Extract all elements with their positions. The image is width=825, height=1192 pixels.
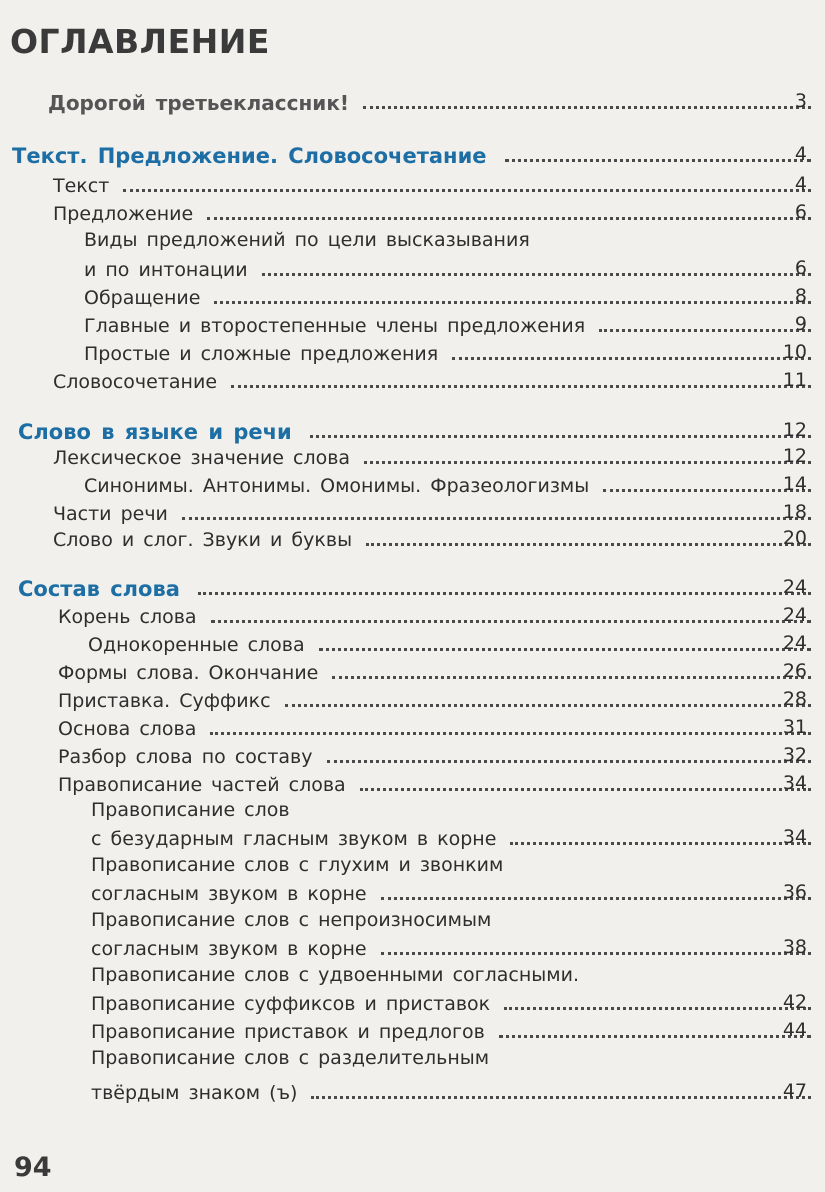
toc-page-number: 3: [794, 90, 807, 112]
toc-page-number: 9: [794, 313, 807, 335]
toc-entry-label: Правописание частей слова: [58, 774, 346, 796]
toc-page-number: 34: [782, 826, 807, 848]
toc-page-number: 42: [782, 991, 807, 1013]
toc-entry-label: Синонимы. Антонимы. Омонимы. Фразеологизмы: [84, 475, 590, 497]
toc-entry-label-line1: Виды предложений по цели высказывания: [84, 229, 530, 251]
toc-entry-label: согласным звуком в корне: [91, 883, 367, 905]
toc-page-number: 12: [782, 445, 807, 467]
toc-entry[interactable]: [0, 876, 825, 906]
toc-page-number: 44: [782, 1019, 807, 1041]
toc-entry-label: Словосочетание: [53, 371, 218, 393]
leader-dots: [319, 648, 811, 651]
leader-dots: [214, 301, 811, 304]
toc-entry[interactable]: [0, 522, 825, 552]
toc-page-number: 12: [782, 419, 807, 441]
leader-dots: [510, 842, 811, 845]
leader-dots: [231, 385, 811, 388]
toc-entry-label: Слово и слог. Звуки и буквы: [53, 529, 353, 551]
toc-entry[interactable]: [0, 280, 825, 310]
leader-dots: [211, 620, 811, 623]
toc-page-number: 24: [782, 632, 807, 654]
toc-page-number: 4: [794, 173, 807, 195]
toc-page-number: 20: [782, 527, 807, 549]
toc-entry-label-line1: Правописание слов: [91, 799, 290, 821]
toc-page-number: 8: [794, 285, 807, 307]
toc-entry-label: Разбор слова по составу: [58, 746, 313, 768]
toc-entry-label: Формы слова. Окончание: [58, 662, 319, 684]
toc-entry[interactable]: [0, 599, 825, 629]
leader-dots: [504, 1007, 811, 1010]
leader-dots: [364, 461, 811, 464]
toc-page-number: 11: [782, 369, 807, 391]
toc-entry[interactable]: [0, 1014, 825, 1044]
toc-entry-label: с безударным гласным звуком в корне: [91, 828, 497, 850]
leader-dots: [363, 106, 811, 109]
toc-entry-label: Правописание приставок и предлогов: [91, 1021, 485, 1043]
toc-entry[interactable]: [0, 986, 825, 1016]
toc-entry-label-line1: Правописание слов с удвоенными согласными.: [91, 964, 580, 986]
toc-page-number: 28: [782, 688, 807, 710]
toc-entry[interactable]: [0, 931, 825, 961]
leader-dots: [332, 676, 811, 679]
leader-dots: [505, 159, 811, 162]
leader-dots: [499, 1035, 811, 1038]
toc-entry-label: Дорогой третьеклассник!: [48, 91, 350, 115]
toc-entry[interactable]: [0, 627, 825, 657]
section-title: Слово в языке и речи: [18, 420, 292, 444]
toc-page-number: 6: [794, 201, 807, 223]
toc-entry-label: Приставка. Суффикс: [58, 690, 271, 712]
toc-page-number: 26: [782, 660, 807, 682]
leader-dots: [603, 489, 811, 492]
toc-entry-label: и по интонации: [84, 259, 248, 281]
toc-page-number: 31: [782, 716, 807, 738]
toc-entry-label: Обращение: [84, 287, 201, 309]
toc-entry-label: Предложение: [53, 203, 194, 225]
leader-dots: [123, 189, 811, 192]
toc-page-number: 24: [782, 604, 807, 626]
toc-entry-label: Однокоренные слова: [88, 634, 305, 656]
leader-dots: [207, 217, 811, 220]
toc-section-1[interactable]: [0, 138, 825, 168]
toc-entry[interactable]: [0, 739, 825, 769]
leader-dots: [311, 1096, 811, 1099]
toc-entry-intro[interactable]: [0, 85, 825, 115]
page-number-folio: 94: [14, 1152, 52, 1183]
leader-dots: [360, 788, 811, 791]
leader-dots: [285, 704, 811, 707]
leader-dots: [381, 897, 811, 900]
toc-entry-label: Части речи: [53, 503, 168, 525]
leader-dots: [198, 592, 811, 595]
toc-entry[interactable]: [0, 711, 825, 741]
toc-section-3[interactable]: [0, 571, 825, 601]
leader-dots: [262, 273, 811, 276]
toc-entry[interactable]: [0, 655, 825, 685]
leader-dots: [210, 732, 811, 735]
toc-page-number: 10: [782, 341, 807, 363]
toc-entry[interactable]: [0, 821, 825, 851]
toc-entry[interactable]: [0, 767, 825, 797]
leader-dots: [366, 543, 811, 546]
toc-entry-label: Корень слова: [58, 606, 197, 628]
toc-entry[interactable]: [0, 1075, 825, 1105]
leader-dots: [327, 760, 812, 763]
toc-page-number: 14: [782, 473, 807, 495]
leader-dots: [310, 435, 811, 438]
toc-entry-label: Главные и второстепенные члены предложения: [84, 315, 586, 337]
toc-entry-label: Правописание суффиксов и приставок: [91, 993, 491, 1015]
toc-entry-label-line1: Правописание слов с непроизносимым: [91, 909, 492, 931]
toc-entry-label: Простые и сложные предложения: [84, 343, 439, 365]
toc-page-number: 4: [794, 143, 807, 165]
toc-page-number: 36: [782, 881, 807, 903]
leader-dots: [452, 357, 811, 360]
toc-entry[interactable]: [0, 196, 825, 226]
leader-dots: [599, 329, 811, 332]
toc-entry[interactable]: [0, 252, 825, 282]
toc-entry-label: Основа слова: [58, 718, 197, 740]
toc-entry[interactable]: [0, 336, 825, 366]
section-title: Состав слова: [18, 577, 180, 601]
toc-entry[interactable]: [0, 168, 825, 198]
toc-entry[interactable]: [0, 308, 825, 338]
toc-entry-label-line1: Правописание слов с глухим и звонким: [91, 854, 504, 876]
toc-entry[interactable]: [0, 468, 825, 498]
toc-page-number: 38: [782, 936, 807, 958]
toc-entry[interactable]: [0, 364, 825, 394]
toc-entry[interactable]: [0, 440, 825, 470]
toc-entry-label: твёрдым знаком (ъ): [91, 1082, 298, 1104]
toc-page-number: 18: [782, 501, 807, 523]
leader-dots: [182, 517, 811, 520]
toc-page-number: 47: [782, 1080, 807, 1102]
toc-entry-label: согласным звуком в корне: [91, 938, 367, 960]
section-title: Текст. Предложение. Словосочетание: [12, 144, 487, 168]
toc-page-number: 32: [782, 744, 807, 766]
toc-entry-label: Лексическое значение слова: [53, 447, 351, 469]
toc-entry-label: Текст: [53, 175, 110, 197]
page-title: ОГЛАВЛЕНИЕ: [10, 22, 270, 61]
toc-page-number: 34: [782, 772, 807, 794]
leader-dots: [381, 952, 811, 955]
toc-page-number: 6: [794, 257, 807, 279]
toc-page-number: 24: [782, 576, 807, 598]
toc-entry-label-line1: Правописание слов с разделительным: [91, 1047, 490, 1069]
toc-entry[interactable]: [0, 683, 825, 713]
